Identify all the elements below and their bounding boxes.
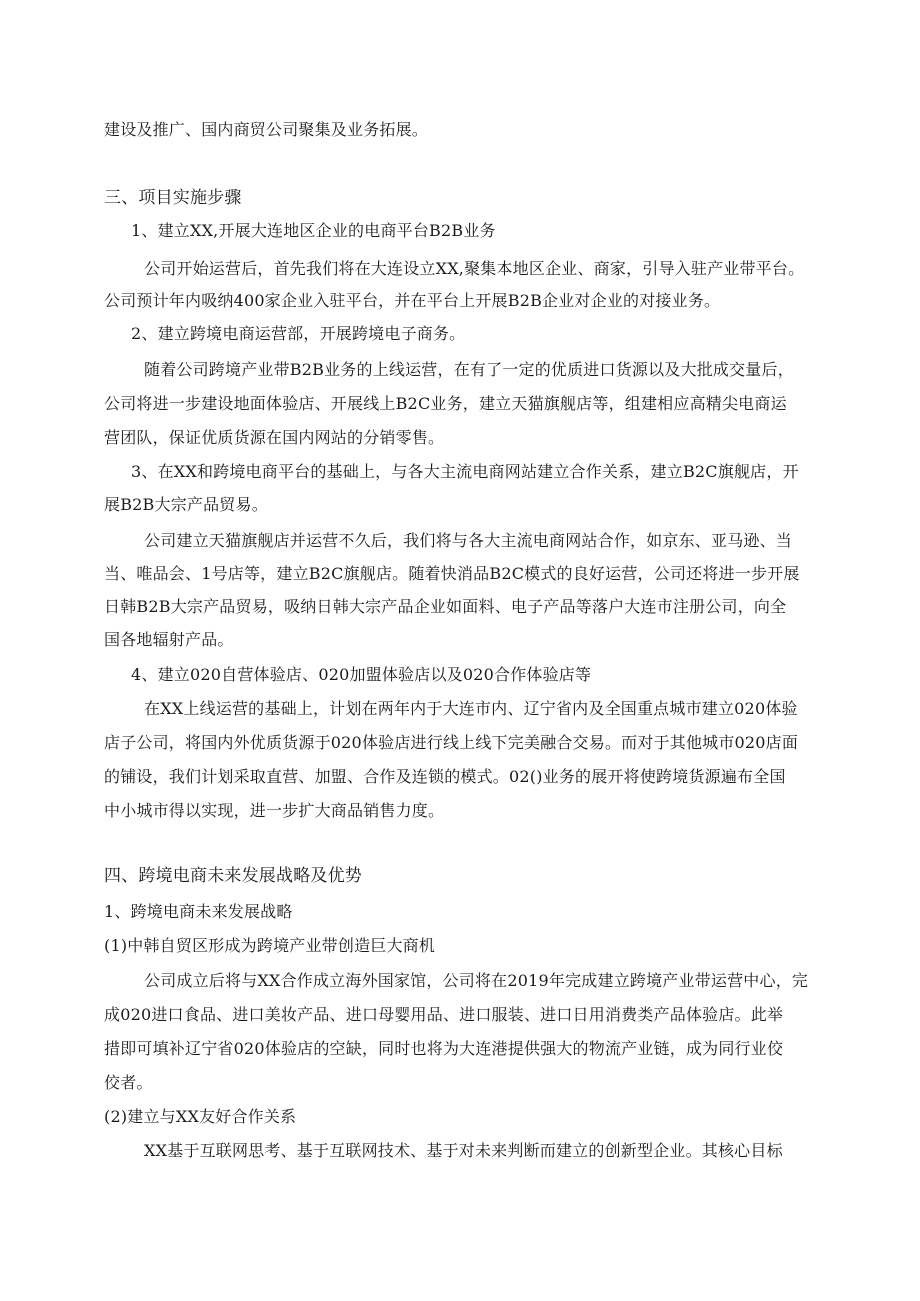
subsection-heading: (1)中韩自贸区形成为跨境产业带创造巨大商机 <box>104 936 436 955</box>
subsection-heading: (2)建立与XX友好合作关系 <box>104 1107 297 1126</box>
paragraph-line: 营团队，保证优质货源在国内网站的分销零售。 <box>104 428 445 447</box>
paragraph-line: 公司建立天猫旗舰店并运营不久后，我们将与各大主流电商网站合作，如京东、亚马逊、当 <box>144 531 793 550</box>
subsection-heading: 4、建立020自营体验店、020加盟体验店以及020合作体验店等 <box>131 665 592 684</box>
subsection-heading-cont: 展B2B大宗产品贸易。 <box>104 495 268 514</box>
paragraph-line: 国各地辐射产品。 <box>104 630 234 649</box>
paragraph-line: 随着公司跨境产业带B2B业务的上线运营，在有了一定的优质进口货源以及大批成交量后， <box>144 360 794 379</box>
paragraph-line: 建设及推广、国内商贸公司聚集及业务拓展。 <box>104 120 429 139</box>
paragraph-line: 店子公司，将国内外优质货源于020体验店进行线上线下完美融合交易。而对于其他城市020店面 <box>104 733 799 752</box>
paragraph-line: 的铺设，我们计划采取直营、加盟、合作及连锁的模式。02()业务的展开将使跨境货源遍布全国 <box>104 767 786 786</box>
paragraph-line: 公司开始运营后，首先我们将在大连设立XX,聚集本地区企业、商家，引导入驻产业带平台。 <box>144 259 805 278</box>
paragraph-line: 中小城市得以实现，进一步扩大商品销售力度。 <box>104 801 445 820</box>
subsection-heading: 2、建立跨境电商运营部，开展跨境电子商务。 <box>131 324 466 343</box>
paragraph-line: XX基于互联网思考、基于互联网技术、基于对未来判断而建立的创新型企业。其核心目标 <box>144 1141 783 1160</box>
paragraph-line: 措即可填补辽宁省020体验店的空缺，同时也将为大连港提供强大的物流产业链，成为同行业佼 <box>104 1039 784 1058</box>
paragraph-line: 日韩B2B大宗产品贸易，吸纳日韩大宗产品企业如面料、电子产品等落户大连市注册公司，向全 <box>104 597 787 616</box>
section-heading-4: 四、跨境电商未来发展战略及优势 <box>104 866 362 886</box>
section-heading-3: 三、项目实施步骤 <box>104 188 242 208</box>
paragraph-line: 成020进口食品、进口美妆产品、进口母婴用品、进口服装、进口日用消费类产品体验店。此举 <box>104 1005 784 1024</box>
paragraph-line: 当、唯品会、1号店等，建立B2C旗舰店。随着快消品B2C模式的良好运营，公司还将进一步开展 <box>104 564 800 583</box>
subsection-heading: 1、建立XX,开展大连地区企业的电商平台B2B业务 <box>131 221 496 240</box>
subsection-heading: 1、跨境电商未来发展战略 <box>104 902 293 921</box>
paragraph-line: 公司成立后将与XX合作成立海外国家馆，公司将在2019年完成建立跨境产业带运营中心，完 <box>144 971 809 990</box>
paragraph-line: 在XX上线运营的基础上，计划在两年内于大连市内、辽宁省内及全国重点城市建立020体验 <box>144 699 798 718</box>
paragraph-line: 公司预计年内吸纳400家企业入驻平台，并在平台上开展B2B企业对企业的对接业务。 <box>104 291 721 310</box>
subsection-heading: 3、在XX和跨境电商平台的基础上，与各大主流电商网站建立合作关系，建立B2C旗舰店，开 <box>131 462 799 481</box>
paragraph-line: 公司将进一步建设地面体验店、开展线上B2C业务，建立天猫旗舰店等，组建相应高精尖电商运 <box>104 394 787 413</box>
paragraph-line: 佼者。 <box>104 1073 153 1092</box>
